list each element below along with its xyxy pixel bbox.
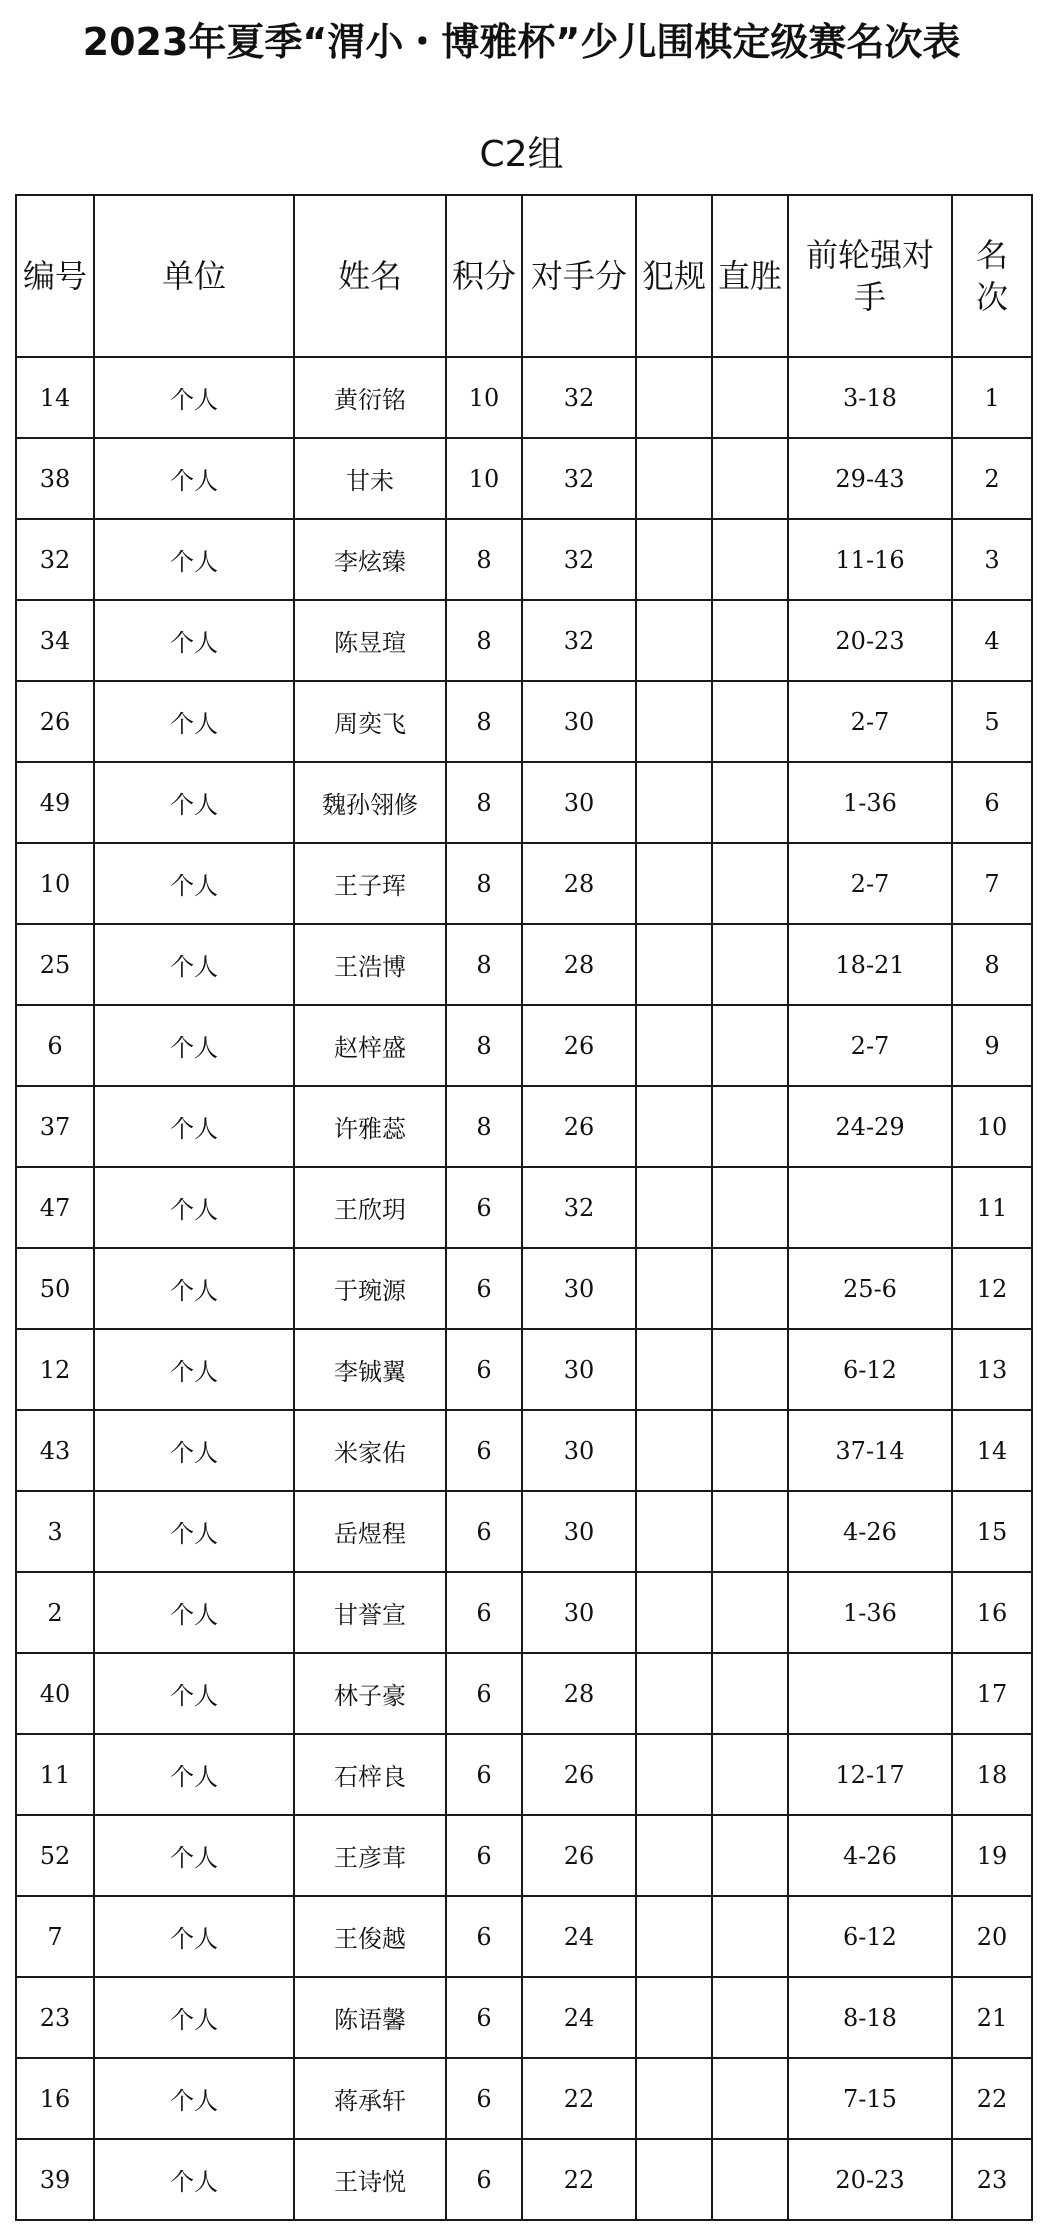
cell-foul bbox=[636, 1896, 712, 1977]
cell-rank: 11 bbox=[952, 1167, 1032, 1248]
cell-strong-opponent: 7-15 bbox=[788, 2058, 952, 2139]
cell-foul bbox=[636, 1005, 712, 1086]
cell-rank: 20 bbox=[952, 1896, 1032, 1977]
table-row bbox=[16, 1896, 1032, 1977]
cell-name: 陈昱瑄 bbox=[294, 600, 446, 681]
cell-unit: 个人 bbox=[94, 1005, 294, 1086]
cell-foul bbox=[636, 1572, 712, 1653]
cell-unit: 个人 bbox=[94, 600, 294, 681]
cell-score: 6 bbox=[446, 2058, 522, 2139]
cell-direct-win bbox=[712, 924, 788, 1005]
cell-opponent-score: 28 bbox=[522, 1653, 636, 1734]
cell-foul bbox=[636, 681, 712, 762]
cell-unit: 个人 bbox=[94, 2058, 294, 2139]
cell-number: 6 bbox=[16, 1005, 94, 1086]
col-header-score: 积分 bbox=[446, 195, 522, 357]
cell-strong-opponent: 25-6 bbox=[788, 1248, 952, 1329]
table-row bbox=[16, 1491, 1032, 1572]
cell-number: 7 bbox=[16, 1896, 94, 1977]
group-subtitle: C2组 bbox=[479, 134, 564, 175]
cell-rank: 14 bbox=[952, 1410, 1032, 1491]
cell-rank: 17 bbox=[952, 1653, 1032, 1734]
cell-strong-opponent: 2-7 bbox=[788, 1005, 952, 1086]
cell-number: 10 bbox=[16, 843, 94, 924]
cell-unit: 个人 bbox=[94, 1167, 294, 1248]
cell-opponent-score: 26 bbox=[522, 1734, 636, 1815]
cell-strong-opponent: 1-36 bbox=[788, 1572, 952, 1653]
cell-opponent-score: 32 bbox=[522, 1167, 636, 1248]
cell-name: 王欣玥 bbox=[294, 1167, 446, 1248]
cell-opponent-score: 32 bbox=[522, 438, 636, 519]
col-header-rank bbox=[952, 195, 1032, 357]
col-header-rank-line2: 次 bbox=[975, 278, 1008, 316]
cell-score: 10 bbox=[446, 357, 522, 438]
cell-unit: 个人 bbox=[94, 1896, 294, 1977]
cell-unit: 个人 bbox=[94, 1410, 294, 1491]
cell-unit: 个人 bbox=[94, 1734, 294, 1815]
cell-direct-win bbox=[712, 1977, 788, 2058]
cell-number: 52 bbox=[16, 1815, 94, 1896]
cell-foul bbox=[636, 1734, 712, 1815]
cell-strong-opponent: 18-21 bbox=[788, 924, 952, 1005]
cell-strong-opponent: 37-14 bbox=[788, 1410, 952, 1491]
cell-strong-opponent bbox=[788, 1653, 952, 1734]
cell-foul bbox=[636, 438, 712, 519]
cell-direct-win bbox=[712, 1086, 788, 1167]
cell-foul bbox=[636, 1815, 712, 1896]
cell-number: 38 bbox=[16, 438, 94, 519]
cell-name: 于琬源 bbox=[294, 1248, 446, 1329]
cell-opponent-score: 28 bbox=[522, 843, 636, 924]
cell-number: 23 bbox=[16, 1977, 94, 2058]
cell-foul bbox=[636, 2058, 712, 2139]
table-row bbox=[16, 1572, 1032, 1653]
cell-name: 魏孙翎修 bbox=[294, 762, 446, 843]
table-row bbox=[16, 519, 1032, 600]
cell-unit: 个人 bbox=[94, 438, 294, 519]
cell-number: 37 bbox=[16, 1086, 94, 1167]
cell-foul bbox=[636, 1977, 712, 2058]
cell-direct-win bbox=[712, 1734, 788, 1815]
col-header-foul: 犯规 bbox=[636, 195, 712, 357]
cell-score: 6 bbox=[446, 1491, 522, 1572]
cell-direct-win bbox=[712, 438, 788, 519]
table-row bbox=[16, 843, 1032, 924]
cell-rank: 16 bbox=[952, 1572, 1032, 1653]
cell-direct-win bbox=[712, 2058, 788, 2139]
cell-number: 47 bbox=[16, 1167, 94, 1248]
cell-opponent-score: 26 bbox=[522, 1815, 636, 1896]
cell-direct-win bbox=[712, 1653, 788, 1734]
cell-rank: 3 bbox=[952, 519, 1032, 600]
cell-strong-opponent bbox=[788, 1167, 952, 1248]
cell-number: 50 bbox=[16, 1248, 94, 1329]
cell-foul bbox=[636, 2139, 712, 2220]
cell-score: 6 bbox=[446, 1896, 522, 1977]
table-row bbox=[16, 1653, 1032, 1734]
cell-direct-win bbox=[712, 1248, 788, 1329]
cell-name: 陈语馨 bbox=[294, 1977, 446, 2058]
cell-number: 40 bbox=[16, 1653, 94, 1734]
cell-strong-opponent: 4-26 bbox=[788, 1815, 952, 1896]
cell-score: 6 bbox=[446, 1248, 522, 1329]
cell-number: 14 bbox=[16, 357, 94, 438]
cell-opponent-score: 26 bbox=[522, 1086, 636, 1167]
cell-rank: 15 bbox=[952, 1491, 1032, 1572]
cell-score: 8 bbox=[446, 600, 522, 681]
cell-opponent-score: 28 bbox=[522, 924, 636, 1005]
cell-name: 王浩博 bbox=[294, 924, 446, 1005]
cell-rank: 8 bbox=[952, 924, 1032, 1005]
cell-rank: 5 bbox=[952, 681, 1032, 762]
cell-opponent-score: 22 bbox=[522, 2139, 636, 2220]
cell-foul bbox=[636, 1248, 712, 1329]
cell-foul bbox=[636, 1086, 712, 1167]
cell-rank: 7 bbox=[952, 843, 1032, 924]
table-row bbox=[16, 924, 1032, 1005]
col-header-rank-line1: 名 bbox=[975, 236, 1008, 274]
cell-opponent-score: 26 bbox=[522, 1005, 636, 1086]
cell-score: 6 bbox=[446, 1410, 522, 1491]
cell-rank: 18 bbox=[952, 1734, 1032, 1815]
cell-name: 林子豪 bbox=[294, 1653, 446, 1734]
cell-rank: 10 bbox=[952, 1086, 1032, 1167]
cell-score: 6 bbox=[446, 1977, 522, 2058]
cell-direct-win bbox=[712, 762, 788, 843]
table-row bbox=[16, 438, 1032, 519]
cell-direct-win bbox=[712, 357, 788, 438]
cell-strong-opponent: 2-7 bbox=[788, 681, 952, 762]
cell-strong-opponent: 6-12 bbox=[788, 1896, 952, 1977]
cell-opponent-score: 32 bbox=[522, 600, 636, 681]
table-row bbox=[16, 1410, 1032, 1491]
cell-direct-win bbox=[712, 1815, 788, 1896]
cell-name: 许雅蕊 bbox=[294, 1086, 446, 1167]
table-row bbox=[16, 1248, 1032, 1329]
cell-unit: 个人 bbox=[94, 519, 294, 600]
cell-unit: 个人 bbox=[94, 357, 294, 438]
cell-unit: 个人 bbox=[94, 1815, 294, 1896]
col-header-strong-opponent-line2: 手 bbox=[853, 278, 886, 316]
cell-number: 34 bbox=[16, 600, 94, 681]
cell-strong-opponent: 20-23 bbox=[788, 2139, 952, 2220]
cell-rank: 22 bbox=[952, 2058, 1032, 2139]
cell-score: 6 bbox=[446, 1815, 522, 1896]
cell-rank: 23 bbox=[952, 2139, 1032, 2220]
cell-unit: 个人 bbox=[94, 1248, 294, 1329]
table-row bbox=[16, 2058, 1032, 2139]
cell-score: 8 bbox=[446, 843, 522, 924]
col-header-strong-opponent-line1: 前轮强对 bbox=[805, 236, 934, 274]
cell-unit: 个人 bbox=[94, 681, 294, 762]
cell-number: 32 bbox=[16, 519, 94, 600]
cell-unit: 个人 bbox=[94, 1572, 294, 1653]
cell-direct-win bbox=[712, 681, 788, 762]
cell-opponent-score: 32 bbox=[522, 357, 636, 438]
cell-score: 6 bbox=[446, 1167, 522, 1248]
cell-number: 49 bbox=[16, 762, 94, 843]
cell-strong-opponent: 24-29 bbox=[788, 1086, 952, 1167]
col-header-name: 姓名 bbox=[294, 195, 446, 357]
cell-name: 蒋承轩 bbox=[294, 2058, 446, 2139]
cell-unit: 个人 bbox=[94, 1329, 294, 1410]
cell-unit: 个人 bbox=[94, 2139, 294, 2220]
cell-direct-win bbox=[712, 843, 788, 924]
cell-rank: 6 bbox=[952, 762, 1032, 843]
cell-name: 甘未 bbox=[294, 438, 446, 519]
cell-rank: 2 bbox=[952, 438, 1032, 519]
table-row bbox=[16, 1734, 1032, 1815]
table-row bbox=[16, 1329, 1032, 1410]
cell-opponent-score: 24 bbox=[522, 1977, 636, 2058]
cell-name: 石梓良 bbox=[294, 1734, 446, 1815]
cell-name: 米家佑 bbox=[294, 1410, 446, 1491]
cell-strong-opponent: 2-7 bbox=[788, 843, 952, 924]
header-row bbox=[16, 195, 1032, 357]
cell-foul bbox=[636, 1491, 712, 1572]
cell-unit: 个人 bbox=[94, 1086, 294, 1167]
ranking-table bbox=[15, 194, 1033, 2221]
table-body bbox=[16, 357, 1032, 2220]
cell-strong-opponent: 1-36 bbox=[788, 762, 952, 843]
cell-direct-win bbox=[712, 519, 788, 600]
cell-name: 赵梓盛 bbox=[294, 1005, 446, 1086]
col-header-opponent-score: 对手分 bbox=[522, 195, 636, 357]
cell-foul bbox=[636, 1167, 712, 1248]
cell-foul bbox=[636, 600, 712, 681]
cell-score: 6 bbox=[446, 1734, 522, 1815]
cell-score: 8 bbox=[446, 762, 522, 843]
cell-foul bbox=[636, 1410, 712, 1491]
cell-foul bbox=[636, 519, 712, 600]
cell-opponent-score: 30 bbox=[522, 681, 636, 762]
cell-score: 10 bbox=[446, 438, 522, 519]
table-header bbox=[16, 195, 1032, 357]
table-row bbox=[16, 1086, 1032, 1167]
cell-score: 6 bbox=[446, 1572, 522, 1653]
cell-direct-win bbox=[712, 1410, 788, 1491]
cell-foul bbox=[636, 1329, 712, 1410]
cell-foul bbox=[636, 843, 712, 924]
cell-rank: 12 bbox=[952, 1248, 1032, 1329]
cell-direct-win bbox=[712, 600, 788, 681]
cell-name: 王俊越 bbox=[294, 1896, 446, 1977]
cell-unit: 个人 bbox=[94, 762, 294, 843]
cell-score: 6 bbox=[446, 2139, 522, 2220]
cell-direct-win bbox=[712, 1167, 788, 1248]
cell-rank: 4 bbox=[952, 600, 1032, 681]
cell-name: 黄衍铭 bbox=[294, 357, 446, 438]
cell-number: 26 bbox=[16, 681, 94, 762]
document-title: 2023年夏季“渭小・博雅杯”少儿围棋定级赛名次表 bbox=[82, 20, 961, 64]
cell-number: 2 bbox=[16, 1572, 94, 1653]
cell-opponent-score: 24 bbox=[522, 1896, 636, 1977]
cell-opponent-score: 30 bbox=[522, 762, 636, 843]
cell-number: 39 bbox=[16, 2139, 94, 2220]
cell-direct-win bbox=[712, 1005, 788, 1086]
cell-strong-opponent: 4-26 bbox=[788, 1491, 952, 1572]
cell-foul bbox=[636, 762, 712, 843]
cell-strong-opponent: 20-23 bbox=[788, 600, 952, 681]
cell-name: 周奕飞 bbox=[294, 681, 446, 762]
table-row bbox=[16, 1167, 1032, 1248]
table-row bbox=[16, 1977, 1032, 2058]
cell-strong-opponent: 8-18 bbox=[788, 1977, 952, 2058]
table-row bbox=[16, 681, 1032, 762]
cell-direct-win bbox=[712, 1896, 788, 1977]
table-row bbox=[16, 1005, 1032, 1086]
cell-opponent-score: 32 bbox=[522, 519, 636, 600]
cell-number: 11 bbox=[16, 1734, 94, 1815]
cell-opponent-score: 30 bbox=[522, 1410, 636, 1491]
cell-number: 12 bbox=[16, 1329, 94, 1410]
cell-opponent-score: 30 bbox=[522, 1329, 636, 1410]
cell-number: 43 bbox=[16, 1410, 94, 1491]
cell-strong-opponent: 3-18 bbox=[788, 357, 952, 438]
cell-strong-opponent: 6-12 bbox=[788, 1329, 952, 1410]
cell-direct-win bbox=[712, 2139, 788, 2220]
cell-opponent-score: 30 bbox=[522, 1248, 636, 1329]
cell-name: 王彦茸 bbox=[294, 1815, 446, 1896]
cell-rank: 19 bbox=[952, 1815, 1032, 1896]
col-header-strong-opponent bbox=[788, 195, 952, 357]
cell-score: 8 bbox=[446, 519, 522, 600]
cell-foul bbox=[636, 924, 712, 1005]
cell-rank: 21 bbox=[952, 1977, 1032, 2058]
cell-score: 8 bbox=[446, 924, 522, 1005]
col-header-direct-win: 直胜 bbox=[712, 195, 788, 357]
cell-unit: 个人 bbox=[94, 1653, 294, 1734]
cell-name: 王子珲 bbox=[294, 843, 446, 924]
cell-direct-win bbox=[712, 1572, 788, 1653]
cell-unit: 个人 bbox=[94, 843, 294, 924]
cell-rank: 9 bbox=[952, 1005, 1032, 1086]
cell-strong-opponent: 12-17 bbox=[788, 1734, 952, 1815]
cell-number: 16 bbox=[16, 2058, 94, 2139]
cell-opponent-score: 22 bbox=[522, 2058, 636, 2139]
cell-direct-win bbox=[712, 1491, 788, 1572]
cell-direct-win bbox=[712, 1329, 788, 1410]
cell-score: 6 bbox=[446, 1329, 522, 1410]
cell-opponent-score: 30 bbox=[522, 1572, 636, 1653]
cell-rank: 13 bbox=[952, 1329, 1032, 1410]
cell-name: 李铖翼 bbox=[294, 1329, 446, 1410]
table-row bbox=[16, 762, 1032, 843]
table-row bbox=[16, 1815, 1032, 1896]
table-row bbox=[16, 2139, 1032, 2220]
table-row bbox=[16, 600, 1032, 681]
cell-foul bbox=[636, 357, 712, 438]
cell-number: 25 bbox=[16, 924, 94, 1005]
cell-unit: 个人 bbox=[94, 1491, 294, 1572]
cell-name: 甘誉宣 bbox=[294, 1572, 446, 1653]
col-header-no: 编号 bbox=[16, 195, 94, 357]
cell-number: 3 bbox=[16, 1491, 94, 1572]
cell-name: 李炫臻 bbox=[294, 519, 446, 600]
table-row bbox=[16, 357, 1032, 438]
cell-name: 王诗悦 bbox=[294, 2139, 446, 2220]
col-header-unit: 单位 bbox=[94, 195, 294, 357]
cell-foul bbox=[636, 1653, 712, 1734]
cell-name: 岳煜程 bbox=[294, 1491, 446, 1572]
cell-score: 6 bbox=[446, 1653, 522, 1734]
cell-strong-opponent: 29-43 bbox=[788, 438, 952, 519]
cell-score: 8 bbox=[446, 1086, 522, 1167]
cell-opponent-score: 30 bbox=[522, 1491, 636, 1572]
cell-rank: 1 bbox=[952, 357, 1032, 438]
cell-score: 8 bbox=[446, 1005, 522, 1086]
cell-score: 8 bbox=[446, 681, 522, 762]
cell-unit: 个人 bbox=[94, 924, 294, 1005]
cell-strong-opponent: 11-16 bbox=[788, 519, 952, 600]
cell-unit: 个人 bbox=[94, 1977, 294, 2058]
